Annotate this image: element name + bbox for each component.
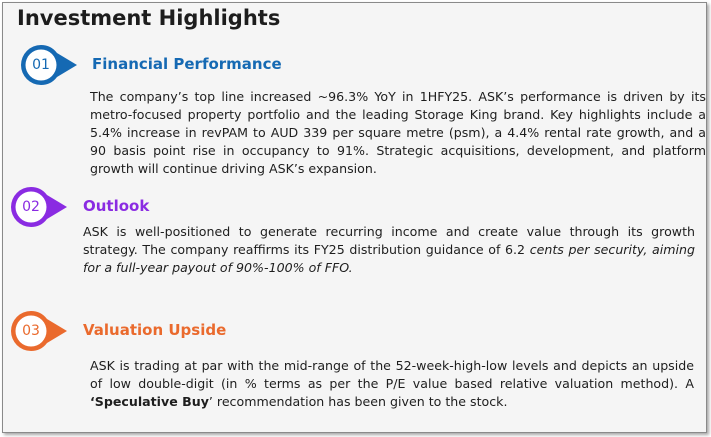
page-title: Investment Highlights	[17, 6, 281, 30]
section-2-body-text: ASK is well-positioned to generate recurring income and create value through its growth strategy. The company reaffirms its FY25 distribution guidance of 6.2	[83, 224, 695, 257]
section-3-heading: Valuation Upside	[83, 321, 227, 339]
section-2-body	[83, 223, 695, 277]
section-3-body-end: ’ recommendation has been given to the stock.	[208, 394, 508, 409]
section-3-body	[90, 357, 694, 411]
section-3-marker	[7, 309, 71, 353]
section-2-number: 02	[22, 199, 40, 215]
highlights-panel	[2, 2, 707, 433]
section-2-heading: Outlook	[83, 197, 150, 215]
section-1-body: The company’s top line increased ~96.3% YoY in 1HFY25. ASK’s performance is driven by its metro-focused property portfolio and the leading Storage King brand. Key highlights include a 5.4% increase in revPAM to AUD 339 per square metre (psm), a 4.4% rental rate growth, and a 90 basis point rise in occupancy to 91%. Strategic acquisitions, development, and platform growth will continue driving ASK’s expansion.	[90, 89, 706, 176]
section-2-marker	[7, 185, 71, 229]
section-2-body-italic: cents per security, aiming for a full-year payout of 90%-100% of FFO.	[83, 242, 695, 275]
section-1-heading: Financial Performance	[92, 55, 282, 73]
speculative-buy-label: ‘Speculative Buy	[90, 394, 209, 409]
section-3-number: 03	[22, 323, 40, 339]
section-1-number: 01	[32, 57, 50, 73]
section-3-body-text: ASK is trading at par with the mid-range of the 52-week-high-low levels and depicts an upside of low double-digit (in % terms as per the P/E value based relative valuation method). A	[90, 358, 694, 391]
section-1-marker	[17, 43, 81, 87]
